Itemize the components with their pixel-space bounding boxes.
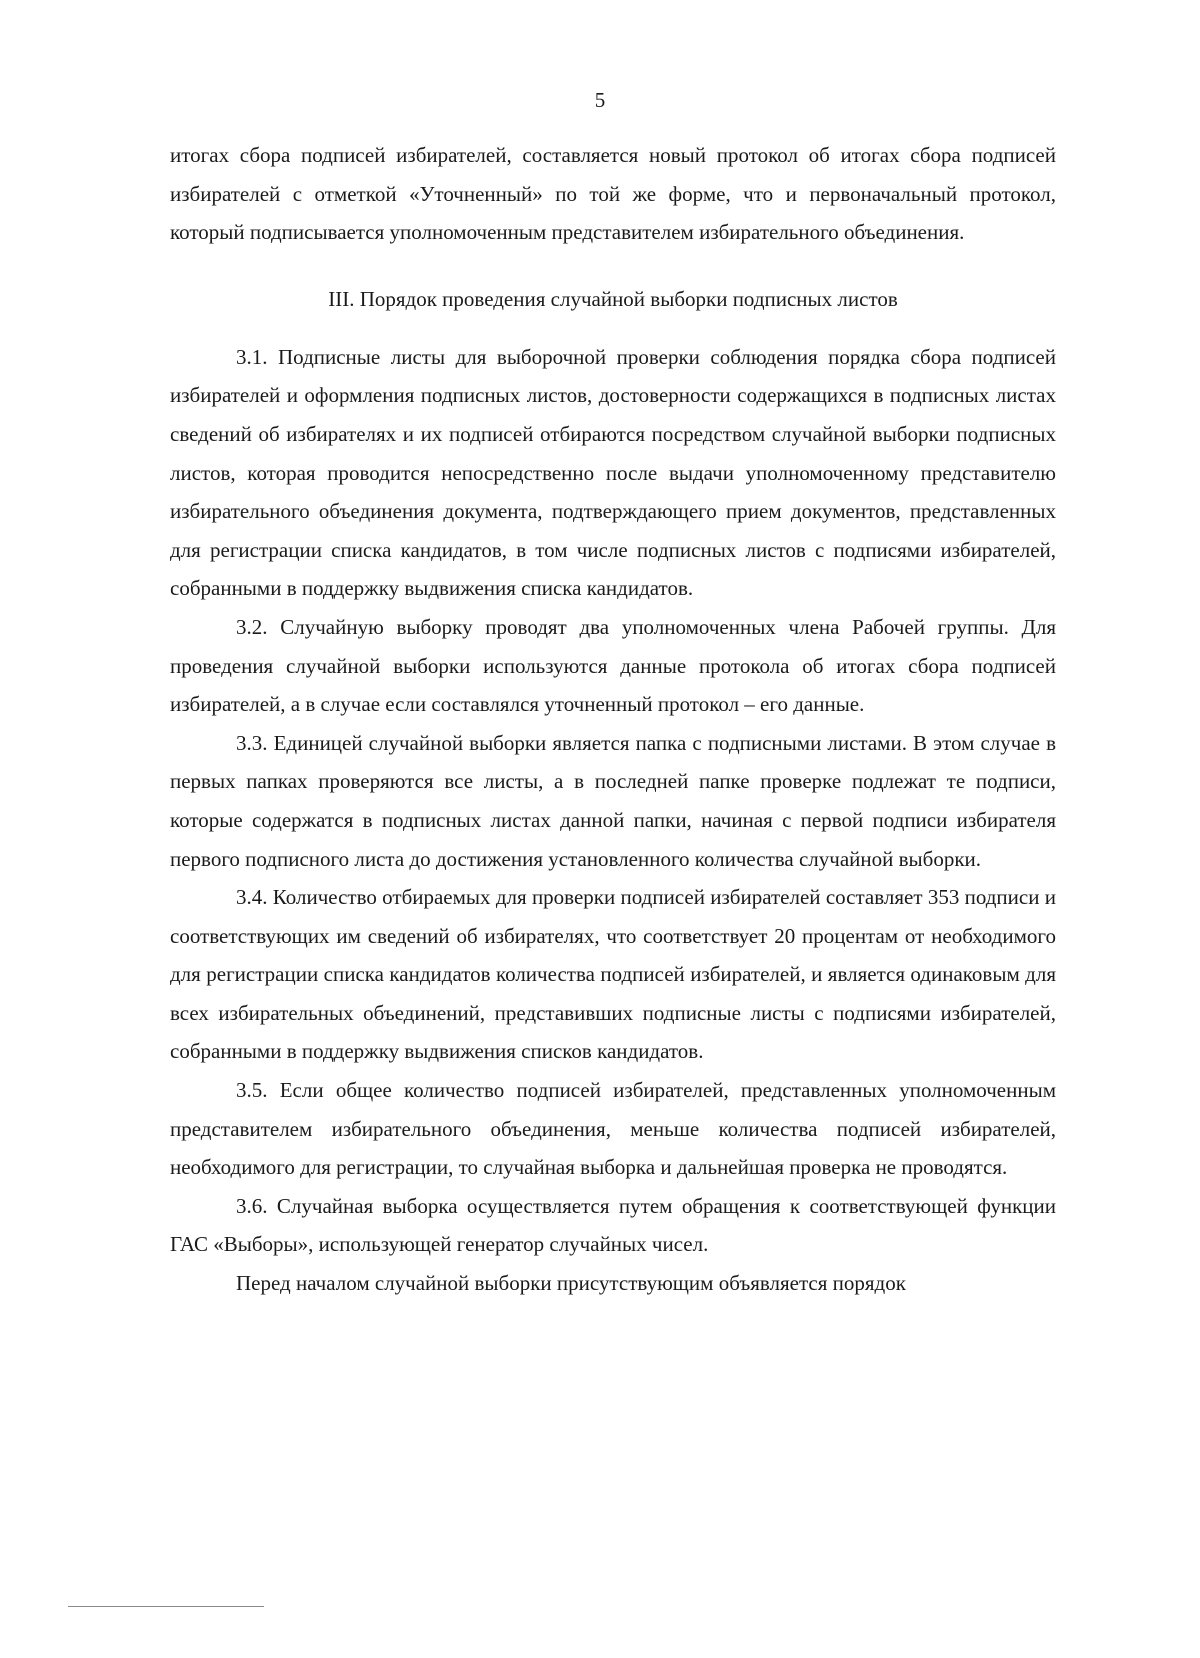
- paragraph-3-4: 3.4. Количество отбираемых для проверки подписей избирателей составляет 353 подписи и соответствующих им сведений об избирателях, что соответствует 20 процентам от необходимого для регистрации списка кандидатов количества подписей избирателей, и является одинаковым для всех избирательных объединений, представивших подписные листы с подписями избирателей, собранными в поддержку выдвижения списков кандидатов.: [170, 885, 1056, 1064]
- paragraph-3-1: 3.1. Подписные листы для выборочной проверки соблюдения порядка сбора подписей избирателей и оформления подписных листов, достоверности содержащихся в подписных листах сведений об избирателях и их подписей отбираются посредством случайной выборки подписных листов, которая проводится непосредственно после выдачи уполномоченному представителю избирательного объединения документа, подтверждающего прием документов, представленных для регистрации списка кандидатов, в том числе подписных листов с подписями избирателей, собранными в поддержку выдвижения списка кандидатов.: [170, 344, 1056, 601]
- paragraph-3-5: 3.5. Если общее количество подписей избирателей, представленных уполномоченным представителем избирательного объединения, меньше количества подписей избирателей, необходимого для регистрации, то случайная выборка и дальнейшая проверка не проводятся.: [170, 1078, 1056, 1180]
- document-body: [170, 136, 1056, 1303]
- paragraph-continued: Перед началом случайной выборки присутствующим объявляется порядок: [236, 1271, 906, 1296]
- page-number: 5: [594, 88, 606, 112]
- paragraph-3-3: 3.3. Единицей случайной выборки является папка с подписными листами. В этом случае в первых папках проверяются все листы, а в последней папке проверке подлежат те подписи, которые содержатся в подписных листах данной папки, начиная с первой подписи избирателя первого подписного листа до достижения установленного количества случайной выборки.: [170, 730, 1056, 871]
- opening-paragraph: итогах сбора подписей избирателей, составляется новый протокол об итогах сбора подписей избирателей с отметкой «Уточненный» по той же форме, что и первоначальный протокол, который подписывается уполномоченным представителем избирательного объединения.: [170, 143, 1056, 245]
- paragraph-3-2: 3.2. Случайную выборку проводят два уполномоченных члена Рабочей группы. Для проведения случайной выборки используются данные протокола об итогах сбора подписей избирателей, а в случае если составлялся уточненный протокол – его данные.: [170, 614, 1056, 717]
- section-heading: III. Порядок проведения случайной выборки подписных листов: [328, 286, 898, 311]
- paragraph-3-6: 3.6. Случайная выборка осуществляется путем обращения к соответствующей функции ГАС «Выборы», использующей генератор случайных чисел.: [170, 1193, 1056, 1257]
- footnote-divider: [68, 1606, 264, 1607]
